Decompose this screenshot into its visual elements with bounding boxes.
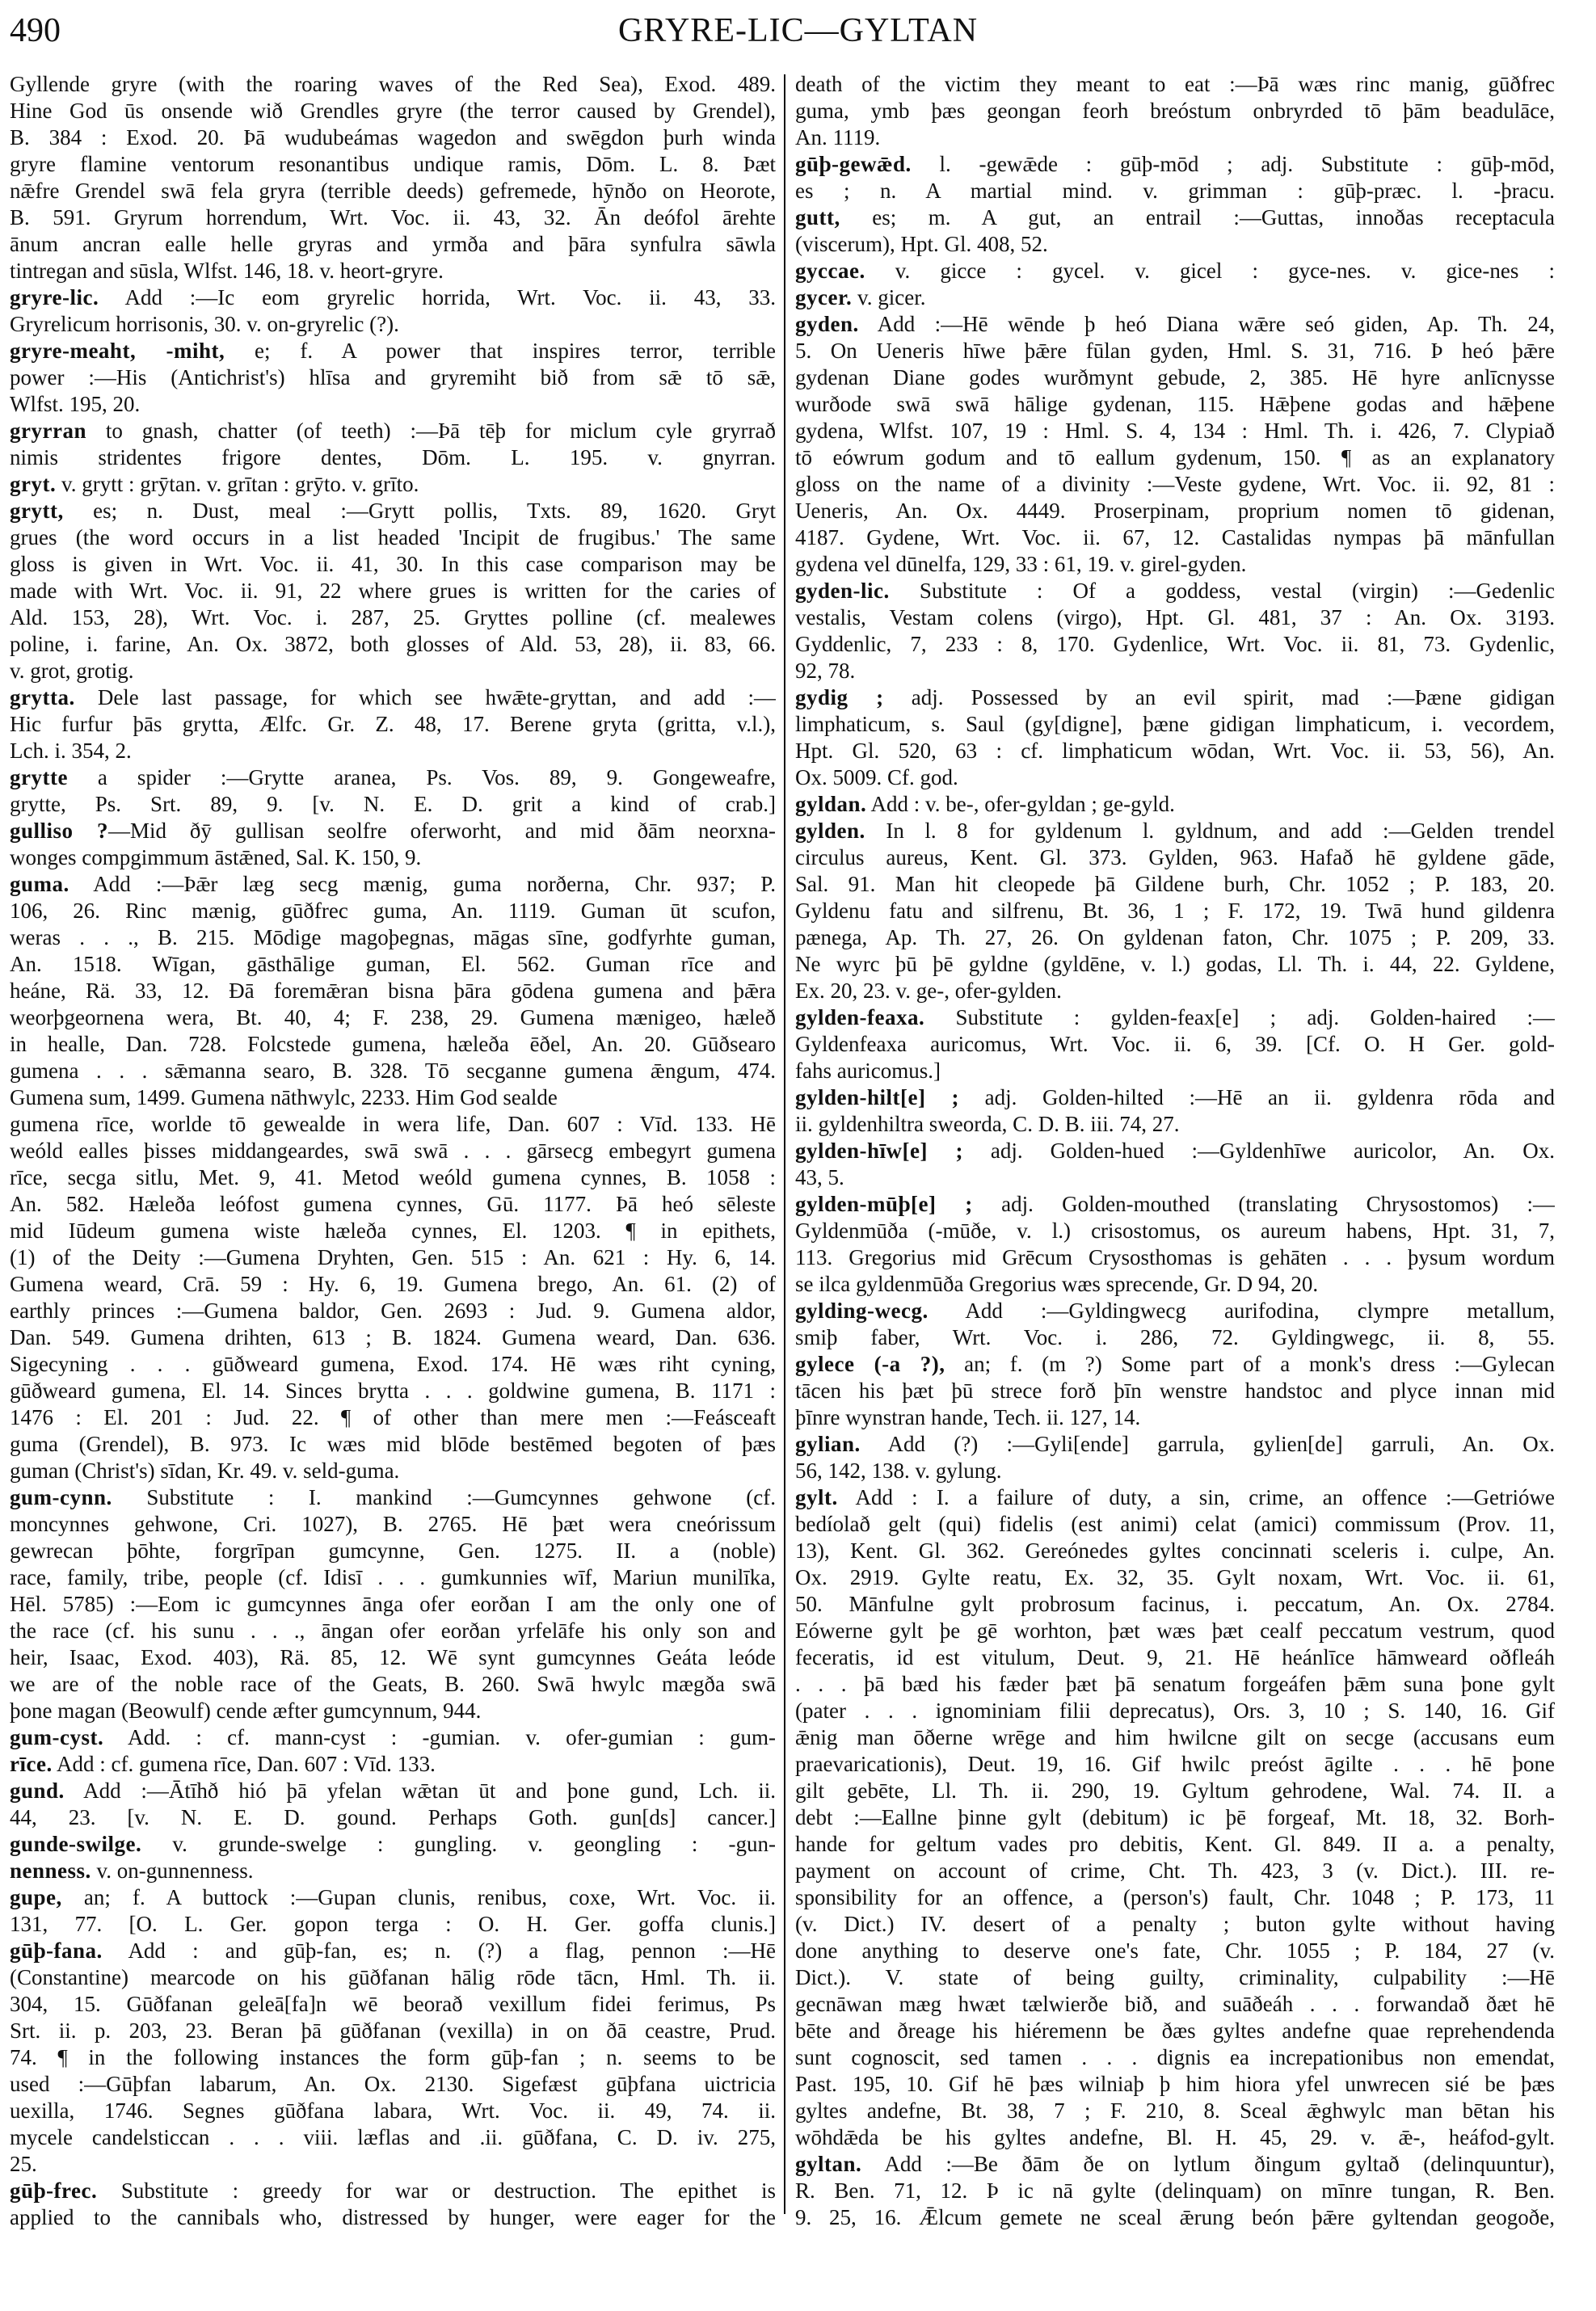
text-line: feceratis, id est vitulum, Deut. 9, 21. Hē heánlīce hāmweard oðfleáh (795, 1645, 1555, 1669)
definition-text: Add :—Gyldingwecg aurifodina, clympre metallum, (928, 1299, 1555, 1323)
text-line: gyltes andefne, Bt. 38, 7 ; F. 210, 8. Sceal ǣghwylc man bētan his (795, 2098, 1555, 2123)
headword: gulliso ? (10, 819, 108, 843)
headword: gylden-hīw[e] ; (795, 1139, 963, 1163)
entry-line (10, 2178, 776, 2204)
text-line: Gyllende gryre (with the roaring waves of the Red Sea), Exod. 489. (10, 72, 776, 96)
text-line: tō eówrum godum and tō eallum gydenum, 150. ¶ as an explanatory (795, 445, 1555, 469)
headword: gum-cyst. (10, 1725, 104, 1749)
text-line: (viscerum), Hpt. Gl. 408, 52. (795, 232, 1048, 256)
text-line: pænega, Ap. Th. 27, 26. On gyldenan faton, Chr. 1075 ; P. 209, 33. (795, 925, 1555, 949)
running-head: GRYRE-LIC—GYLTAN (617, 12, 979, 49)
text-line: nǣfre Grendel swā fela gryra (terrible deeds) gefremede, hȳnðo on Heorote, (10, 179, 776, 203)
text-line: Hēl. 5785) :—Eom ic gumcynnes ānga ofer eorðan I am the only one of (10, 1592, 776, 1616)
headword: gyden. (795, 312, 859, 336)
text-line: in healle, Dan. 728. Folcstede gumena, hæleða ēðel, An. 20. Gūðsearo (10, 1032, 776, 1056)
definition-text: an; f. A buttock :—Gupan clunis, renibus, coxe, Wrt. Voc. ii. (61, 1885, 776, 1909)
headword: gutt, (795, 205, 840, 229)
definition-text: e; f. A power that inspires terror, terrible (225, 339, 776, 363)
definition-text: Substitute : gylden-feax[e] ; adj. Golden-haired :— (924, 1005, 1555, 1029)
text-line: Sal. 91. Man hit cleopede þā Gildene burh, Chr. 1052 ; P. 183, 20. (795, 872, 1555, 896)
text-line: grytte, Ps. Srt. 89, 9. [v. N. E. D. grit a kind of crab.] (10, 792, 776, 816)
definition-text: Add :—Ātīhð hió þā yfelan wǣtan ūt and þone gund, Lch. ii. (64, 1779, 776, 1803)
entry-line (795, 1298, 1555, 1324)
definition-text: Substitute : Of a goddess, vestal (virgin) :—Gedenlic (889, 579, 1555, 603)
text-line: gydena, Wlfst. 107, 19 : Hml. S. 4, 134 : Hml. Th. i. 426, 7. Clypiað (795, 419, 1555, 443)
text-line: earthly princes :—Gumena baldor, Gen. 2693 : Jud. 9. Gumena aldor, (10, 1299, 776, 1323)
text-line: guman (Christ's) sīdan, Kr. 49. v. seld-guma. (10, 1459, 400, 1483)
entry-line (795, 1138, 1555, 1164)
headword: gylden-hilt[e] ; (795, 1085, 960, 1109)
headword: gryre-meaht, -miht, (10, 339, 225, 363)
text-line: Dan. 549. Gumena drihten, 613 ; B. 1824. Gumena weard, Dan. 636. (10, 1325, 776, 1349)
definition-text: Substitute : I. mankind :—Gumcynnes gehwone (cf. (112, 1485, 776, 1509)
definition-text: an; f. (m ?) Some part of a monk's dress :—Gylecan (945, 1352, 1555, 1376)
text-line: B. 384 : Exod. 20. Þā wudubeámas wagedon and swēgdon þurh winda (10, 125, 776, 149)
entry-line (795, 311, 1555, 338)
text-line: Srt. ii. p. 203, 23. Beran þā gūðfanan (vexilla) in on ðā ceastre, Prud. (10, 2018, 776, 2043)
headword: gund. (10, 1779, 65, 1803)
text-line: used :—Gūþfan labarum, An. Ox. 2130. Sigefæst gūþfana uictricia (10, 2072, 776, 2096)
text-line: heir, Isaac, Exod. 403), Rä. 85, 12. Wē synt gumcynnes Geáta leóde (10, 1645, 776, 1669)
text-line: fahs auricomus.] (795, 1059, 941, 1083)
text-line: gewrecan þōhte, forgrīpan gumcynne, Gen. 1275. II. a (noble) (10, 1539, 776, 1563)
entry-line (795, 2151, 1555, 2178)
text-line: An. 1518. Wīgan, gāsthālige guman, El. 562. Guman rīce and (10, 952, 776, 976)
text-line: (v. Dict.) IV. desert of a penalty ; buton gylte without having (795, 1912, 1555, 1936)
text-line: gumena . . . sǣmanna searo, B. 328. Tō secganne gumena ǣngum, 474. (10, 1059, 776, 1083)
text-line: sunt cognoscit, sed tamen . . . dignis ea increpationibus non emendat, (795, 2045, 1555, 2069)
text-line: gloss on the name of a divinity :—Veste gydene, Wrt. Voc. ii. 92, 81 : (795, 472, 1555, 496)
text-line: 50. Mānfulne gylt probrosum facinus, i. peccatum, An. Ox. 2784. (795, 1592, 1555, 1616)
headword: gyden-lic. (795, 579, 890, 603)
definition-text: adj. Golden-hilted :—Hē an ii. gyldenra rōda and (959, 1085, 1555, 1109)
text-line: death of the victim they meant to eat :—Þā wæs rinc manig, gūðfrec (795, 72, 1555, 96)
entry-line (795, 1004, 1555, 1031)
definition-text: l. -gewǣde : gūþ-mōd ; adj. Substitute : gūþ-mōd, (911, 152, 1555, 176)
text-line: þone magan (Beowulf) cende æfter gumcynnum, 944. (10, 1699, 482, 1723)
entry-line (795, 284, 1555, 311)
text-line: we are of the noble race of the Geats, B. 260. Swā hwylc mægða swā (10, 1672, 776, 1696)
entry-line (10, 1884, 776, 1911)
entry-line (10, 1751, 776, 1778)
entry-line (795, 684, 1555, 711)
definition-text: Add : I. a failure of duty, a sin, crime, an offence :—Getriówe (837, 1485, 1555, 1509)
headword: gylden. (795, 819, 865, 843)
text-line: tintregan and sūsla, Wlfst. 146, 18. v. heort-gryre. (10, 259, 444, 283)
headword: gūþ-frec. (10, 2178, 98, 2203)
text-line: Hpt. Gl. 520, 63 : cf. limphaticum wōdan, Wrt. Voc. ii. 53, 56), An. (795, 739, 1555, 763)
text-line: 25. (10, 2152, 37, 2176)
text-line: praevaricationis), Deut. 19, 16. Gif hwilc preóst āgilte . . . hē þone (795, 1752, 1555, 1776)
entry-line (10, 284, 776, 311)
text-line: race, family, tribe, people (cf. Idisī . . . gumkunnies wīf, Mariun munilīka, (10, 1565, 776, 1589)
text-line: (Constantine) mearcode on his gūðfanan hālig rōde tācn, Hml. Th. ii. (10, 1965, 776, 1989)
entry-line (795, 258, 1555, 284)
text-line: Eówerne gylt þe gē worhton, þæt wæs þæt cealf peccatum vestrum, quod (795, 1619, 1555, 1643)
text-line: Gyldenu fatu and silfrenu, Bt. 36, 1 ; F. 172, 19. Twā hund gildenra (795, 899, 1555, 923)
text-line: Gyddenlic, 7, 233 : 8, 170. Gydenlice, Wrt. Voc. ii. 81, 73. Gydenlic, (795, 632, 1555, 656)
definition-text: v. grunde-swelge : gungling. v. geongling : -gun- (141, 1832, 776, 1856)
text-line: vestalis, Vestam colens (virgo), Hpt. Gl. 481, 37 : An. Ox. 3193. (795, 605, 1555, 629)
text-line: 113. Gregorius mid Grēcum Crysosthomas is gehāten . . . þysum wordum (795, 1245, 1555, 1269)
text-line: 43, 5. (795, 1165, 844, 1189)
text-line: weras . . ., B. 215. Mōdige magoþegnas, māgas sīne, godfyrhte guman, (10, 925, 776, 949)
text-line: limphaticum, s. Saul (gy[digne], þæne gidigan limphaticum, i. vecordem, (795, 712, 1555, 736)
text-line: the race (cf. his sunu . . ., āngan ofer eorðan yrfelāfe his only son and (10, 1619, 776, 1643)
text-line: uexilla, 1746. Segnes gūðfana labara, Wrt. Voc. ii. 49, 74. ii. (10, 2098, 776, 2123)
definition-text: adj. Golden-mouthed (translating Chrysostomos) :— (972, 1192, 1555, 1216)
text-line: 106, 26. Rinc mænig, gūðfrec guma, An. 1119. Guman ūt scufon, (10, 899, 776, 923)
text-line: gumena rīce, worlde tō gewealde in wera life, Dan. 607 : Vīd. 133. Hē (10, 1112, 776, 1136)
definition-text: —Mid ðȳ gullisan seolfre oferworht, and mid ðām neorxna- (107, 819, 776, 843)
entry-line (795, 791, 1555, 818)
entry-line (10, 1484, 776, 1511)
text-line: Ald. 153, 28), Wrt. Voc. i. 287, 25. Gryttes polline (cf. mealewes (10, 605, 776, 629)
entry-line (10, 338, 776, 364)
headword: gylece (-a ?), (795, 1352, 945, 1376)
text-line: 92, 78. (795, 659, 856, 683)
definition-text: In l. 8 for gyldenum l. gyldnum, and add :—Gelden trendel (865, 819, 1555, 843)
definition-text: v. gicce : gycel. v. gicel : gyce-nes. v. gice-nes : (865, 259, 1555, 283)
text-line: gryre flamine ventorum resonantibus undique ramis, Dōm. L. 8. Þæt (10, 152, 776, 176)
entry-line (10, 1831, 776, 1858)
text-line: 9. 25, 16. Ǣlcum gemete ne sceal ǣrung beón þǣre gyltendan geogoðe, (795, 2205, 1555, 2229)
text-line: ii. gyldenhiltra sweorda, C. D. B. iii. 74, 27. (795, 1112, 1180, 1136)
text-line: power :—His (Antichrist's) hlīsa and gryremiht bið from sǣ tō sǣ, (10, 365, 776, 389)
text-line: gydenan Diane godes wurðmynt gebude, 2, 385. Hē hyre anlīcnysse (795, 365, 1555, 389)
headword: gyldan. (795, 792, 867, 816)
headword: gylden-feaxa. (795, 1005, 925, 1029)
text-line: mid Iūdeum gumena wiste hæleða cynnes, El. 1203. ¶ in epithets, (10, 1219, 776, 1243)
text-line: payment on account of crime, Cht. Th. 423, 3 (v. Dict.). III. re- (795, 1858, 1555, 1883)
definition-text: Add :—Be ðām ðe on lytlum ðingum gyltað (delinquuntur), (861, 2152, 1555, 2176)
definition-text: Add : v. be-, ofer-gyldan ; ge-gyld. (866, 792, 1175, 816)
headword: nenness. (10, 1858, 91, 1883)
column-rule (784, 74, 785, 2214)
text-line: (pater . . . ignominiam filii deprecatus), Ors. 3, 10 ; S. 140, 16. Gif (795, 1699, 1555, 1723)
text-line: Hine God ūs onsende wið Grendles gryre (the terror caused by Grendel), (10, 99, 776, 123)
headword: grytt, (10, 499, 64, 523)
definition-text: v. gicer. (852, 285, 926, 309)
text-line: hande for geltum vades pro debitis, Kent. Gl. 849. II a. a penalty, (795, 1832, 1555, 1856)
text-line: (1) of the Deity :—Gumena Dryhten, Gen. 515 : An. 621 : Hy. 6, 14. (10, 1245, 776, 1269)
definition-text: adj. Possessed by an evil spirit, mad :—Þæne gidigan (883, 685, 1555, 709)
text-line: 131, 77. [O. L. Ger. gopon terga : O. H. Ger. goffa clunis.] (10, 1912, 776, 1936)
text-line: Lch. i. 354, 2. (10, 739, 132, 763)
entry-line (10, 684, 776, 711)
headword: gryt. (10, 472, 57, 496)
text-line: applied to the cannibals who, distressed by hunger, were eager for the (10, 2205, 776, 2229)
text-line: Ueneris, An. Ox. 4449. Proserpinam, proprium nomen tō gidenan, (795, 499, 1555, 523)
text-line: es ; n. A martial mind. v. grimman : gūþ-præc. l. -þracu. (795, 179, 1555, 203)
entry-line (795, 1351, 1555, 1378)
text-line: 74. ¶ in the following instances the form gūþ-fan ; n. seems to be (10, 2045, 776, 2069)
definition-text: Substitute : greedy for war or destruction. The epithet is (97, 2178, 776, 2203)
headword: gūþ-fana. (10, 1938, 103, 1963)
entry-line (10, 1938, 776, 1964)
headword: gum-cynn. (10, 1485, 112, 1509)
text-line: se ilca gyldenmūða Gregorius wæs sprecende, Gr. D 94, 20. (795, 1272, 1319, 1296)
entry-line (10, 1724, 776, 1751)
text-line: gloss is given in Wrt. Voc. ii. 41, 30. In this case comparison may be (10, 552, 776, 576)
entry-line (10, 871, 776, 898)
text-line: done anything to deserve one's fate, Chr. 1055 ; P. 184, 27 (v. (795, 1938, 1555, 1963)
definition-text: a spider :—Grytte aranea, Ps. Vos. 89, 9. Gongeweafre, (67, 765, 776, 789)
text-line: Gyldenfeaxa auricomus, Wrt. Voc. ii. 6, 39. [Cf. O. H Ger. gold- (795, 1032, 1555, 1056)
headword: gylden-mūþ[e] ; (795, 1192, 973, 1216)
text-line: Hic furfur þās grytta, Ælfc. Gr. Z. 48, 17. Berene gryta (gritta, v.l.), (10, 712, 776, 736)
headword: gupe, (10, 1885, 62, 1909)
definition-text: es; m. A gut, an entrail :—Guttas, innoðas receptacula (840, 205, 1555, 229)
definition-text: Add (?) :—Gyli[ende] garrula, gylien[de] garruli, An. Ox. (860, 1432, 1555, 1456)
entry-line (10, 1778, 776, 1804)
headword: gylding-wecg. (795, 1299, 929, 1323)
definition-text: Dele last passage, for which see hwǣte-gryttan, and add :— (74, 685, 776, 709)
text-line: tācen his þæt þū strece forð þīn wenstre handstoc and plyce innan mid (795, 1379, 1555, 1403)
definition-text: to gnash, chatter (of teeth) :—Þā tēþ for miclum cyle gryrrað (86, 419, 776, 443)
left-column (10, 71, 776, 2231)
text-line: Ox. 2919. Gylte reatu, Ex. 32, 35. Gylt noxam, Wrt. Voc. ii. 61, (795, 1565, 1555, 1589)
text-line: nimis stridentes frigore dentes, Dōm. L. 195. v. gnyrran. (10, 445, 776, 469)
text-line: smiþ faber, Wrt. Voc. i. 286, 72. Gyldingwegc, ii. 8, 55. (795, 1325, 1555, 1349)
text-line: ānum ancran ealle helle gryras and yrmða and þāra synfulra sāwla (10, 232, 776, 256)
text-line: ǣnig man ōðerne wrēge and him hwilcne gilt on secge (accusans eum (795, 1725, 1555, 1749)
headword: gydig ; (795, 685, 884, 709)
definition-text: es; n. Dust, meal :—Grytt pollis, Txts. 89, 1620. Gryt (63, 499, 776, 523)
text-line: gilt gebēte, Ll. Th. ii. 290, 19. Gyltum gehrodene, Wal. 74. II. a (795, 1779, 1555, 1803)
text-line: heáne, Rä. 33, 12. Ðā foremǣran bisna þāra gōdena gumena and þǣra (10, 979, 776, 1003)
entry-line (795, 1484, 1555, 1511)
text-line: 1476 : El. 201 : Jud. 22. ¶ of other than mere men :—Feásceaft (10, 1405, 776, 1429)
text-line: B. 591. Gryrum horrendum, Wrt. Voc. ii. 43, 32. Ān deófol ārehte (10, 205, 776, 229)
definition-text: v. grytt : grȳtan. v. grītan : grȳto. v. grīto. (56, 472, 419, 496)
text-line: Past. 195, 10. Gif hē þæs wilniaþ þ him hiora yfel unwrecen sié be þæs (795, 2072, 1555, 2096)
text-line: wurðode swā swā hālige gydenan, 115. Hǣþene godas and hǣþene (795, 392, 1555, 416)
entry-line (10, 418, 776, 444)
text-line: An. 1119. (795, 125, 881, 149)
definition-text: Add :—Hē wēnde þ heó Diana wǣre seó giden, Ap. Th. 24, (858, 312, 1555, 336)
headword: gūþ-gewǣd. (795, 152, 912, 176)
headword: gylian. (795, 1432, 861, 1456)
entry-line (795, 1191, 1555, 1218)
text-line: moncynnes gehwone, Cri. 1027), B. 2765. Hē þæt wera cneórissum (10, 1512, 776, 1536)
text-line: sponsibility for an offence, a (person's) fault, Chr. 1048 ; P. 173, 11 (795, 1885, 1555, 1909)
text-line: 56, 142, 138. v. gylung. (795, 1459, 1002, 1483)
definition-text: adj. Golden-hued :—Gyldenhīwe auricolor, An. Ox. (962, 1139, 1555, 1163)
text-line: Ex. 20, 23. v. ge-, ofer-gylden. (795, 979, 1062, 1003)
text-line: Gryrelicum horrisonis, 30. v. on-gryrelic (?). (10, 312, 399, 336)
text-line: gecnāwan mæg hwæt tælwierðe bið, and suāðeáh . . . forwandað ðæt hē (795, 1992, 1555, 2016)
text-line: 4187. Gydene, Wrt. Voc. ii. 67, 12. Castalidas nympas þā mānfullan (795, 525, 1555, 549)
definition-text: Add. : cf. mann-cyst : -gumian. v. ofer-gumian : gum- (103, 1725, 776, 1749)
text-line: 5. On Ueneris hīwe þǣre fūlan gyden, Hml. S. 31, 716. Þ heó þǣre (795, 339, 1555, 363)
text-line: R. Ben. 71, 12. Þ ic nā gylte (delinquam) on mīnre tungan, R. Ben. (795, 2178, 1555, 2203)
text-line: 44, 23. [v. N. E. D. gound. Perhaps Goth. gun[ds] cancer.] (10, 1805, 776, 1829)
page-number: 490 (10, 12, 61, 49)
text-line: v. grot, grotig. (10, 659, 134, 683)
text-line: Ne wyrc þū þē gyldne (gyldēne, v. l.) godas, Ll. Th. i. 44, 22. Gyldene, (795, 952, 1555, 976)
entry-line (10, 471, 776, 498)
headword: grytte (10, 765, 68, 789)
text-line: mycele candelsticcan . . . viii. læflas and .ii. gūðfana, C. D. iv. 275, (10, 2125, 776, 2149)
definition-text: Add :—Ic eom gryrelic horrida, Wrt. Voc. ii. 43, 33. (99, 285, 776, 309)
headword: guma. (10, 872, 69, 896)
headword: gunde-swilge. (10, 1832, 142, 1856)
text-line: grues (the word occurs in a list headed 'Incipit de frugibus.' The same (10, 525, 776, 549)
headword: gryre-lic. (10, 285, 99, 309)
text-line: 304, 15. Gūðfanan geleā[fa]n wē beorað vexillum fidei ferimus, Ps (10, 1992, 776, 2016)
text-line: Sigecyning . . . gūðweard gumena, Exod. 174. Hē wæs riht cyning, (10, 1352, 776, 1376)
headword: grytta. (10, 685, 75, 709)
text-line: Wlfst. 195, 20. (10, 392, 141, 416)
text-line: weorþgeornena wera, Bt. 40, 4; F. 238, 29. Gumena mænigeo, hæleð (10, 1005, 776, 1029)
definition-text: Add : and gūþ-fan, es; n. (?) a flag, pennon :—Hē (102, 1938, 776, 1963)
headword: gyccae. (795, 259, 865, 283)
text-line: made with Wrt. Voc. ii. 91, 22 where grues is written for the caries of (10, 579, 776, 603)
headword: gycer. (795, 285, 853, 309)
text-line: guma (Grendel), B. 973. Ic wæs mid blōde bestēmed begoten of þæs (10, 1432, 776, 1456)
entry-line (795, 818, 1555, 844)
entry-line (795, 204, 1555, 231)
text-line: circulus aureus, Kent. Gl. 373. Gylden, 963. Hafað hē gyldene gāde, (795, 845, 1555, 869)
entry-line (795, 578, 1555, 604)
text-line: bēte and ðreage his hiéremenn be ðæs gyltes andefne quae reprehendenda (795, 2018, 1555, 2043)
entry-line (10, 498, 776, 524)
text-line: wonges compgimmum āstǣned, Sal. K. 150, 9. (10, 845, 422, 869)
entry-line (10, 764, 776, 791)
text-line: . . . þā bæd his fæder þæt þā senatum forgeáfen þǣm suna þone gylt (795, 1672, 1555, 1696)
text-line: guma, ymb þæs geongan feorh breóstum onbryrded tō þām beadulāce, (795, 99, 1555, 123)
text-line: Gyldenmūða (-mūðe, v. l.) crisostomus, os aureum habens, Hpt. 31, 7, (795, 1219, 1555, 1243)
headword: gryrran (10, 419, 86, 443)
text-line: 13), Kent. Gl. 362. Gereónedes gyltes concinnati sceleris i. culpe, An. (795, 1539, 1555, 1563)
text-line: Dict.). V. state of being guilty, criminality, culpability :—Hē (795, 1965, 1555, 1989)
text-line: þīnre wynstran hande, Tech. ii. 127, 14. (795, 1405, 1141, 1429)
text-line: bedíolað gelt (qui) fidelis (est animi) celat (amici) commissum (Prov. 11, (795, 1512, 1555, 1536)
definition-text: v. on-gunnenness. (91, 1858, 254, 1883)
entry-line (795, 1084, 1555, 1111)
text-line: debt :—Eallne þinne gylt (debitum) ic þē forgeaf, Mt. 18, 32. Borh- (795, 1805, 1555, 1829)
entry-line (10, 1858, 776, 1884)
entry-line (10, 818, 776, 844)
text-line: Gumena weard, Crā. 59 : Hy. 6, 19. Gumena brego, An. 61. (2) of (10, 1272, 776, 1296)
entry-line (795, 1431, 1555, 1458)
text-line: weóld ealles þisses middangeardes, swā swā . . . gārsecg embegyrt gumena (10, 1139, 776, 1163)
text-line: Gumena sum, 1499. Gumena nāthwylc, 2233. Him God sealde (10, 1085, 558, 1109)
text-line: gydena vel dūnelfa, 129, 33 : 61, 19. v. girel-gyden. (795, 552, 1247, 576)
headword: gylt. (795, 1485, 838, 1509)
definition-text: Add : cf. gumena rīce, Dan. 607 : Vīd. 133. (52, 1752, 436, 1776)
right-column (795, 71, 1555, 2231)
text-line: Ox. 5009. Cf. god. (795, 765, 958, 789)
text-line: gūðweard gumena, El. 14. Sinces brytta . . . goldwine gumena, B. 1171 : (10, 1379, 776, 1403)
text-line: poline, i. farine, An. Ox. 3872, both glosses of Ald. 53, 28), ii. 83, 66. (10, 632, 776, 656)
headword: gyltan. (795, 2152, 862, 2176)
text-line: An. 582. Hæleða leófost gumena cynnes, Gū. 1177. Þā heó sēleste (10, 1192, 776, 1216)
text-line: wōhdǣda be his gyltes andefne, Bl. H. 45, 29. v. ǣ-, heáfod-gylt. (795, 2125, 1555, 2149)
definition-text: Add :—Þǣr læg secg mænig, guma norðerna, Chr. 937; P. (69, 872, 776, 896)
text-line: rīce, secga sitlu, Met. 9, 41. Metod weóld gumena cynnes, B. 1058 : (10, 1165, 776, 1189)
entry-line (795, 151, 1555, 178)
headword: rīce. (10, 1752, 53, 1776)
